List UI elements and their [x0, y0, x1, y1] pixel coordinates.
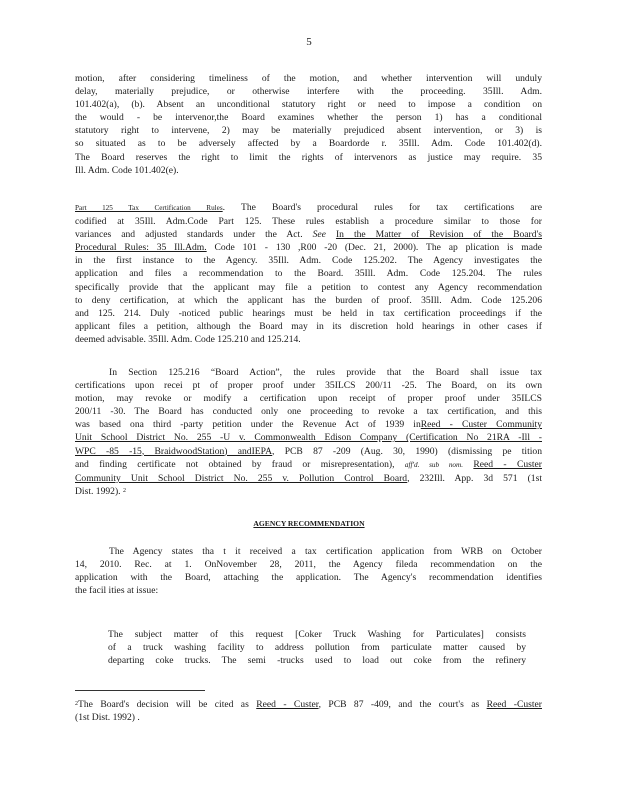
- text-line: Community Unit School District No. 255 v. Pollution Control Board, 232Ill. App. 3d 571 (1st: [75, 472, 542, 484]
- text-line: specifically provide that the applicant may file a petition to contest any Agency recommendation: [75, 281, 542, 293]
- case-citation: Reed - Custer: [473, 458, 542, 470]
- paragraph-intervention: [75, 72, 542, 177]
- text-line: The Board reserves the right to limit the rights of intervenors as justice may require. 35: [75, 151, 542, 163]
- text-line: and 125. 214. Duly -noticed public hearings must be held in tax certification proceedings if the: [75, 307, 542, 319]
- text-line: (1st Dist. 1992) .: [75, 712, 140, 724]
- case-citation: Community Unit School District No. 255 v. Pollution Control Board: [75, 472, 408, 484]
- text-line: 200/11 -30. The Board has conducted only one proceeding to revoke a tax certification, and this: [75, 406, 542, 418]
- paragraph-board-action: [75, 366, 542, 498]
- case-citation: WPC -85 -15, BraidwoodStation) andIEPA: [75, 445, 273, 457]
- text-line: The Agency states tha t it received a tax certification application from WRB on October: [109, 546, 542, 557]
- text-line: motion, after considering timeliness of the motion, and whether intervention will unduly: [75, 73, 542, 84]
- case-citation: Unit School District No. 255 -U v. Commonwealth Edison Company (Certification No 21RA -Ill -: [75, 432, 542, 444]
- text-line: of a truck washing facility to address pollution from particulate matter caused by: [108, 642, 526, 654]
- text-line: and finding certificate not obtained by fraud or misrepresentation), aff'd. sub nom. Reed - Custer: [75, 458, 542, 470]
- text-line: $^2$The Board's decision will be cited as Reed - Custer, PCB 87 -409, and the court's as Reed -Custer: [75, 699, 542, 710]
- text-line: motion, may revoke or modify a certification upon receipt of proper proof under 35ILCS: [75, 393, 542, 405]
- text-line: variances and adjusted standards under the Act. See In the Matter of Revision of the Board's: [75, 229, 542, 241]
- case-citation: Procedural Rules: 35 Ill.Adm.: [75, 242, 207, 254]
- text-line: 14, 2010. Rec. at 1. OnNovember 28, 2011, the Agency fileda recommendation on the: [75, 559, 542, 571]
- text-line: departing coke trucks. The semi -trucks used to load out coke from the refinery: [108, 655, 526, 667]
- text-line: applicant files a petition, although the Board may in its discretion hold hearings in other cases if: [75, 320, 542, 332]
- case-citation: Reed -Custer: [486, 699, 542, 710]
- text-line: application and files a recommendation to the Board. 35Ill. Adm. Code 125.204. The rules: [75, 268, 542, 280]
- text-line: Ill. Adm. Code 101.402(e).: [75, 164, 179, 176]
- text-line: codified at 35Ill. Adm.Code Part 125. These rules establish a procedure similar to those for: [75, 216, 542, 228]
- text-line: [75, 431, 542, 444]
- text-line: Procedural Rules: 35 Ill.Adm. Code 101 - 130 ,R00 -20 (Dec. 21, 2000). The ap plication is made: [75, 242, 542, 254]
- text-line: application with the Board, attaching the application. The Agency's recommendation identifies: [75, 572, 542, 584]
- section-subheading: Part 125 Tax Certification Rules: [75, 204, 223, 212]
- text-line: the facil ities at issue:: [75, 585, 159, 597]
- text-line: Dist. 1992). $^2$: [75, 485, 126, 497]
- paragraph-agency-statement: [75, 545, 542, 597]
- text-line: so situated as to be adversely affected by a Boardorde r. 35Ill. Adm. Code 101.402(d).: [75, 138, 542, 150]
- footnote-ref: 2: [122, 487, 126, 494]
- text-line: certifications upon recei pt of proper proof under 35ILCS 200/11 -25. The Board, on its own: [75, 380, 542, 392]
- text-line: delay, materially prejudice, or otherwise interfere with the proceeding. 35Ill. Adm.: [75, 86, 542, 98]
- page-number: 5: [306, 36, 312, 48]
- text-line: Part 125 Tax Certification Rules. The Board's procedural rules for tax certifications are: [75, 202, 542, 213]
- text-line: in the first instance to the Agency. 35Ill. Adm. Code 125.202. The Agency investigates the: [75, 255, 542, 267]
- case-citation: Reed - Custer: [256, 699, 319, 710]
- section-heading: AGENCY RECOMMENDATION: [253, 519, 365, 528]
- text-line: 101.402(a), (b). Absent an unconditional statutory right or need to impose a condition on: [75, 99, 542, 111]
- text-line: WPC -85 -15, BraidwoodStation) andIEPA, PCB 87 -209 (Aug. 30, 1990) (dismissing pe tition: [75, 445, 542, 457]
- footnote: [75, 698, 542, 724]
- case-citation: Reed - Custer Community: [420, 419, 542, 431]
- text-line: In Section 125.216 “Board Action”, the rules provide that the Board shall issue tax: [109, 367, 542, 378]
- case-citation: In the Matter of Revision of the Board's: [335, 229, 542, 241]
- text-line: the would - be intervenor,the Board examines whether the person 1) has a conditional: [75, 112, 542, 124]
- text-line: statutory right to intervene, 2) may be materially prejudiced absent intervention, or 3) is: [75, 125, 542, 137]
- block-quote: [108, 628, 526, 667]
- text-line: The subject matter of this request [Coker Truck Washing for Particulates] consists: [108, 629, 526, 640]
- footnote-divider: [75, 690, 205, 691]
- text-line: deemed advisable. 35Ill. Adm. Code 125.210 and 125.214.: [75, 333, 301, 345]
- text-line: to deny certification, at which the applicant has the burden of proof. 35Ill. Adm. Code 125.206: [75, 294, 542, 306]
- text-line: was based ona third -party petition under the Revenue Act of 1939 inReed - Custer Community: [75, 419, 542, 431]
- paragraph-tax-rules: [75, 201, 542, 346]
